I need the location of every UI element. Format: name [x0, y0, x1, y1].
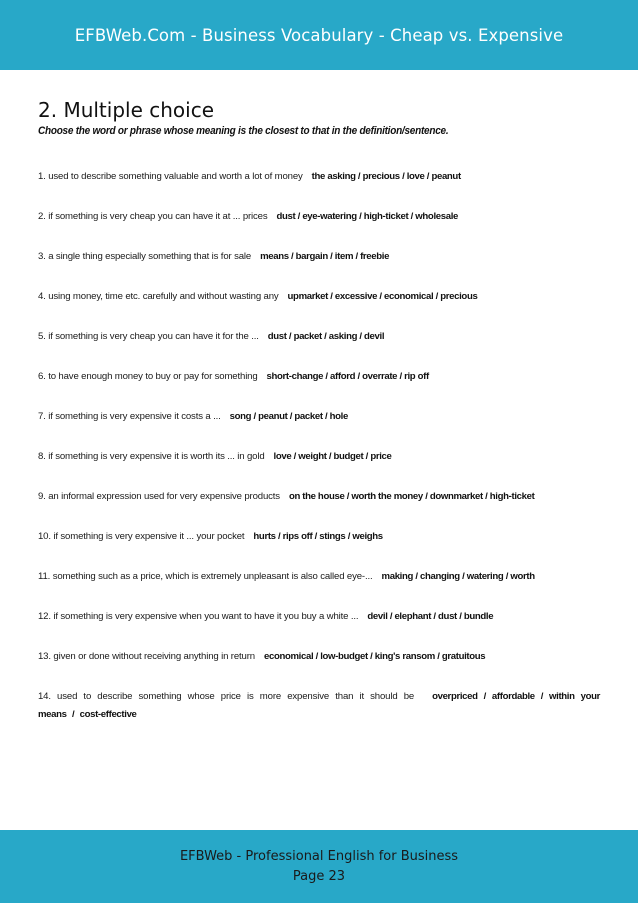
question-options: making / changing / watering / worth — [381, 571, 535, 582]
question-text: 10. if something is very expensive it ... your pocket — [38, 531, 245, 542]
question-options: short-change / afford / overrate / rip off — [266, 371, 429, 382]
question-item — [38, 488, 600, 506]
question-text: 8. if something is very expensive it is worth its ... in gold — [38, 451, 265, 462]
question-options: song / peanut / packet / hole — [229, 411, 348, 422]
question-item — [38, 528, 600, 546]
footer-brand-text: EFBWeb - Professional English for Business — [179, 849, 459, 864]
question-item — [38, 248, 600, 266]
header-title: EFBWeb.Com - Business Vocabulary - Cheap vs. Expensive — [74, 25, 564, 45]
question-item — [38, 688, 600, 724]
question-text: 6. to have enough money to buy or pay for something — [38, 371, 258, 382]
question-text: 7. if something is very expensive it costs a ... — [38, 411, 221, 422]
question-options: means / bargain / item / freebie — [260, 251, 390, 262]
question-options: upmarket / excessive / economical / precious — [287, 291, 478, 302]
question-item — [38, 408, 600, 426]
question-options: dust / eye-watering / high-ticket / wholesale — [276, 211, 459, 222]
question-text: 1. used to describe something valuable and worth a lot of money — [38, 171, 303, 182]
question-text: 3. a single thing especially something that is for sale — [38, 251, 252, 262]
question-item — [38, 168, 600, 186]
question-text: 14. used to describe something whose price is more expensive than it should be — [38, 691, 415, 702]
section-title: 2. Multiple choice — [38, 98, 215, 122]
question-item — [38, 368, 600, 386]
question-text: 9. an informal expression used for very expensive products — [38, 491, 280, 502]
question-item — [38, 448, 600, 466]
question-options: devil / elephant / dust / bundle — [367, 611, 494, 622]
section-instruction: Choose the word or phrase whose meaning is the closest to that in the definition/sentence. — [38, 125, 449, 138]
exercise-section — [38, 96, 600, 720]
page-header — [0, 0, 638, 70]
question-text: 13. given or done without receiving anything in return — [38, 651, 255, 662]
question-item — [38, 568, 600, 586]
question-options: love / weight / budget / price — [273, 451, 392, 462]
page-number: Page 23 — [292, 869, 346, 884]
page-footer — [0, 830, 638, 903]
question-options: the asking / precious / love / peanut — [311, 171, 461, 182]
question-text: 5. if something is very cheap you can have it for the ... — [38, 331, 259, 342]
question-options: hurts / rips off / stings / weighs — [253, 531, 383, 542]
question-text: 11. something such as a price, which is extremely unpleasant is also called eye-... — [38, 571, 373, 582]
question-item — [38, 208, 600, 226]
question-options: on the house / worth the money / downmarket / high-ticket — [288, 491, 535, 502]
question-text: 12. if something is very expensive when you want to have it you buy a white ... — [38, 611, 359, 622]
question-options: overpriced / affordable / within your means / cost-effective — [38, 691, 600, 720]
question-options: economical / low-budget / king's ransom / gratuitous — [263, 651, 486, 662]
question-item — [38, 648, 600, 666]
question-item — [38, 608, 600, 626]
question-text: 2. if something is very cheap you can have it at ... prices — [38, 211, 268, 222]
question-text: 4. using money, time etc. carefully and without wasting any — [38, 291, 279, 302]
question-item — [38, 288, 600, 306]
question-options: dust / packet / asking / devil — [267, 331, 385, 342]
question-item — [38, 328, 600, 346]
